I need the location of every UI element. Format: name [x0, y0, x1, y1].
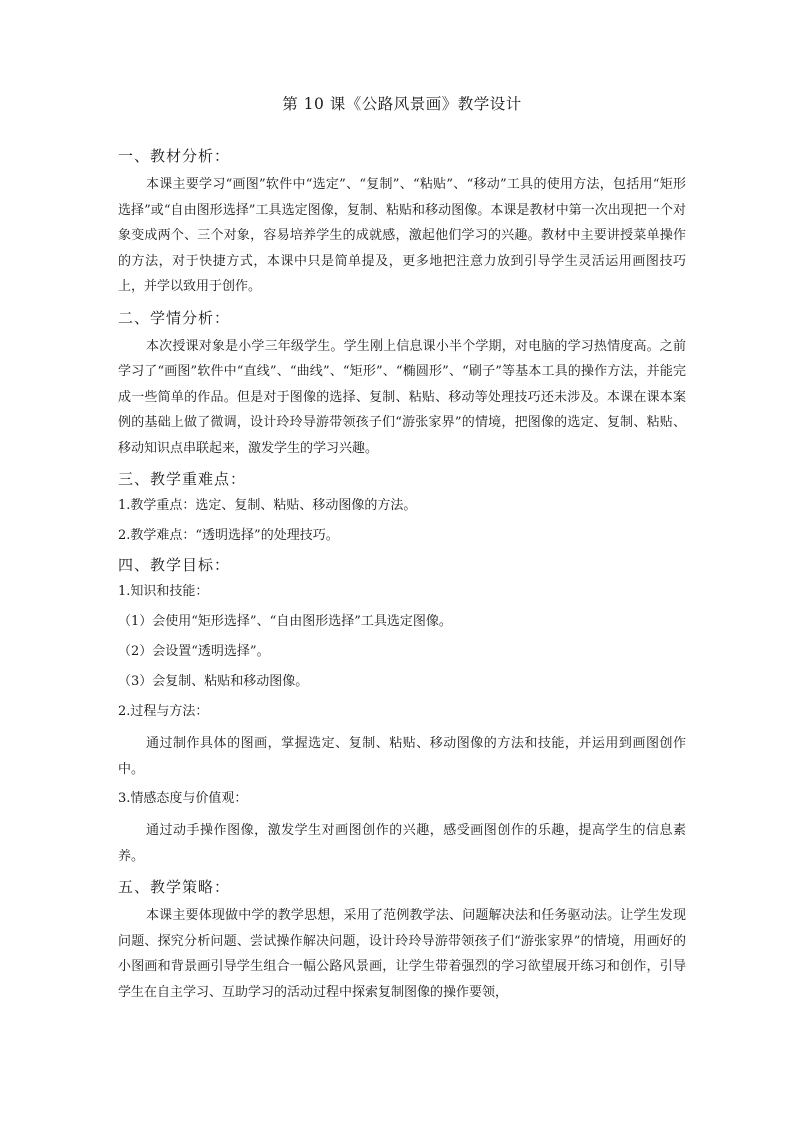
section-heading-materials: 一、教材分析： [118, 147, 231, 165]
goal-knowledge-heading: 1.知识和技能： [118, 584, 209, 599]
goal-attitude-paragraph: 通过动手操作图像，激发学生对画图创作的兴趣，感受画图创作的乐趣，提高学生的信息素养。 [118, 823, 686, 864]
difficulty-item: 2.教学难点：“透明选择”的处理技巧。 [118, 528, 339, 543]
document-title: 第 10 课《公路风景画》教学设计 [282, 95, 522, 113]
section-paragraph-materials: 本课主要学习“画图”软件中“选定”、“复制”、“粘贴”、“移动”工具的使用方法，包括用“矩形选择”或“自由图形选择”工具选定图像，复制、粘贴和移动图像。本课是教材中第一次出现把一个对象变成两个、三个对象，容易培养学生的成就感，激起他们学习的兴趣。教材中主要讲授菜单操作的方法，对于快捷方式，本课中只是简单提及，更多地把注意力放到引导学生灵活运用画图技巧上，并学以致用于创作。 [118, 177, 686, 294]
section-paragraph-students: 本次授课对象是小学三年级学生。学生刚上信息课小半个学期，对电脑的学习热情度高。之前学习了“画图”软件中“直线”、“曲线”、“矩形”、“椭圆形”、“刷子”等基本工具的操作方法，并能完成一些简单的作品。但是对于图像的选择、复制、粘贴、移动等处理技巧还未涉及。本课在课本案例的基础上做了微调，设计玲玲导游带领孩子们“游张家界”的情境，把图像的选定、复制、粘贴、移动知识点串联起来，激发学生的学习兴趣。 [118, 338, 686, 456]
goal-attitude-heading: 3.情感态度与价值观： [118, 791, 248, 806]
section-heading-strategy: 五、教学策略： [118, 878, 231, 896]
key-point-item: 1.教学重点：选定、复制、粘贴、移动图像的方法。 [118, 498, 417, 513]
goal-knowledge-item-1: （1）会使用“矩形选择”、“自由图形选择”工具选定图像。 [118, 614, 452, 629]
goal-process-heading: 2.过程与方法： [118, 704, 209, 719]
section-paragraph-strategy: 本课主要体现做中学的教学思想，采用了范例教学法、问题解决法和任务驱动法。让学生发现问题、探究分析问题、尝试操作解决问题，设计玲玲导游带领孩子们“游张家界”的情境，用画好的小图画和背景画引导学生组合一幅公路风景画，让学生带着强烈的学习欲望展开练习和创作，引导学生在自主学习、互助学习的活动过程中探索复制图像的操作要领， [118, 908, 686, 1000]
goal-knowledge-item-3: （3）会复制、粘贴和移动图像。 [118, 674, 309, 689]
document-body [118, 92, 686, 1005]
section-heading-key-points: 三、教学重难点： [118, 470, 247, 488]
section-heading-students: 二、学情分析： [118, 308, 231, 327]
goal-knowledge-item-2: （2）会设置“透明选择”。 [118, 644, 270, 659]
section-heading-goals: 四、教学目标： [118, 556, 231, 574]
goal-process-paragraph: 通过制作具体的图画，掌握选定、复制、粘贴、移动图像的方法和技能，并运用到画图创作中。 [118, 736, 686, 777]
